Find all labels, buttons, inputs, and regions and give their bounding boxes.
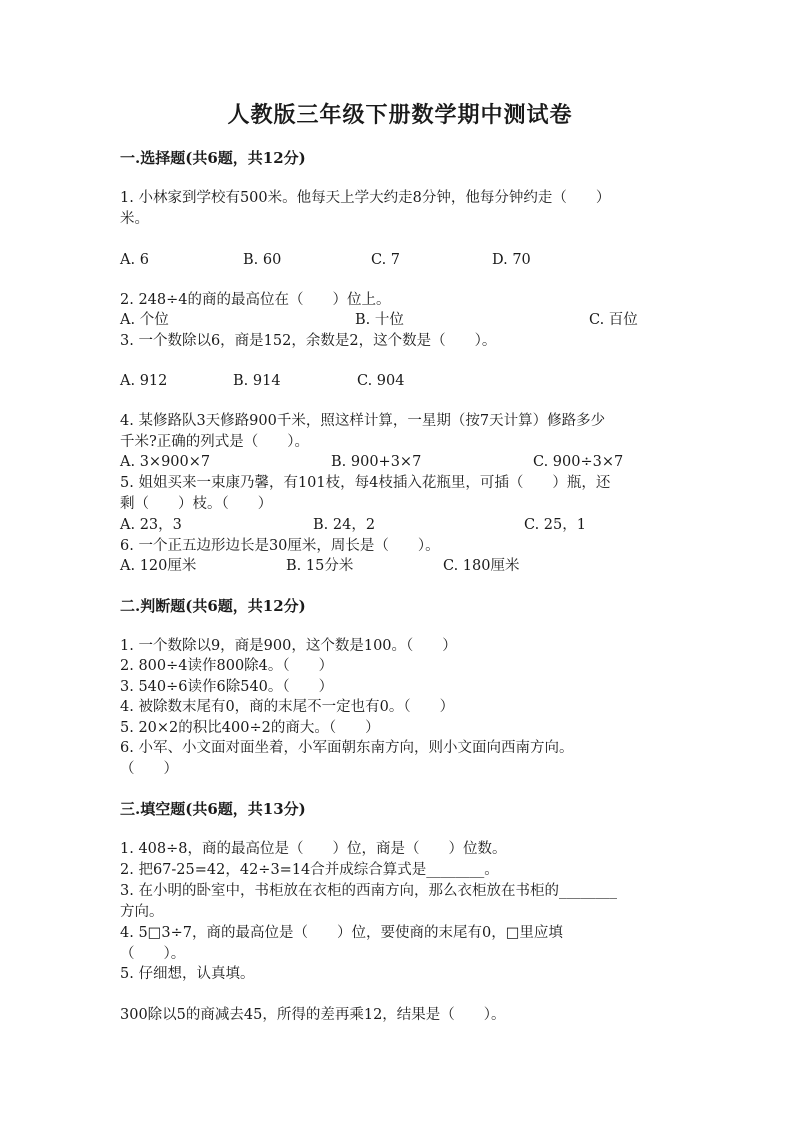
option-c: C. 904 — [357, 373, 405, 389]
option-a: A. 3×900×7 — [120, 454, 211, 470]
section-heading-choice: 一.选择题(共6题，共12分) — [120, 149, 306, 167]
question-text: 4. 某修路队3天修路900千米，照这样计算，一星期（按7天计算）修路多少 — [120, 413, 606, 429]
question-text: 1. 小林家到学校有500米。他每天上学大约走8分钟，他每分钟约走（ ） — [120, 190, 611, 206]
fill-subitem: 300除以5的商减去45，所得的差再乘12，结果是（ ）。 — [120, 1007, 506, 1023]
fill-item: 方向。 — [120, 904, 164, 920]
question-text: 剩（ ）枝。（ ） — [120, 496, 273, 512]
judge-item: 2. 800÷4读作800除4。（ ） — [120, 658, 334, 674]
judge-item: 5. 20×2的积比400÷2的商大。（ ） — [120, 720, 380, 736]
question-text: 6. 一个正五边形边长是30厘米，周长是（ ）。 — [120, 538, 440, 554]
option-c: C. 180厘米 — [443, 558, 520, 574]
option-a: A. 120厘米 — [120, 558, 197, 574]
option-d: D. 70 — [492, 252, 531, 268]
fill-item: 4. 5□3÷7，商的最高位是（ ）位，要使商的末尾有0，□里应填 — [120, 925, 563, 941]
judge-item: （ ） — [120, 761, 178, 777]
option-a: A. 23，3 — [120, 517, 182, 533]
option-a: A. 912 — [120, 373, 168, 389]
judge-item: 6. 小军、小文面对面坐着，小军面朝东南方向，则小文面向西南方向。 — [120, 740, 574, 756]
option-c: C. 7 — [371, 252, 401, 268]
option-c: C. 900÷3×7 — [533, 454, 624, 470]
option-b: B. 900+3×7 — [331, 454, 422, 470]
judge-item: 1. 一个数除以9，商是900，这个数是100。（ ） — [120, 638, 457, 654]
option-a: A. 6 — [120, 252, 149, 268]
page-title: 人教版三年级下册数学期中测试卷 — [227, 102, 573, 128]
option-c: C. 25，1 — [524, 517, 586, 533]
question-text: 米。 — [120, 211, 149, 227]
fill-item: 1. 408÷8，商的最高位是（ ）位，商是（ ）位数。 — [120, 841, 507, 857]
option-b: B. 60 — [243, 252, 282, 268]
section-heading-judge: 二.判断题(共6题，共12分) — [120, 597, 306, 615]
fill-item: 2. 把67-25=42，42÷3=14合并成综合算式是________。 — [120, 862, 499, 878]
option-b: B. 十位 — [355, 312, 404, 328]
fill-item: （ ）。 — [120, 946, 186, 962]
judge-item: 4. 被除数末尾有0，商的末尾不一定也有0。（ ） — [120, 699, 455, 715]
option-a: A. 个位 — [120, 312, 169, 328]
section-heading-fill: 三.填空题(共6题，共13分) — [120, 800, 306, 818]
fill-item: 3. 在小明的卧室中，书柜放在衣柜的西南方向，那么衣柜放在书柜的________ — [120, 883, 617, 899]
option-b: B. 15分米 — [286, 558, 354, 574]
option-c: C. 百位 — [589, 312, 638, 328]
option-b: B. 24，2 — [313, 517, 376, 533]
judge-item: 3. 540÷6读作6除540。（ ） — [120, 679, 334, 695]
question-text: 千米?正确的列式是（ ）。 — [120, 434, 310, 450]
question-text: 2. 248÷4的商的最高位在（ ）位上。 — [120, 292, 391, 308]
fill-item: 5. 仔细想，认真填。 — [120, 966, 255, 982]
question-text: 5. 姐姐买来一束康乃馨，有101枝，每4枝插入花瓶里，可插（ ）瓶，还 — [120, 475, 611, 491]
question-text: 3. 一个数除以6，商是152，余数是2，这个数是（ ）。 — [120, 333, 497, 349]
option-b: B. 914 — [233, 373, 281, 389]
